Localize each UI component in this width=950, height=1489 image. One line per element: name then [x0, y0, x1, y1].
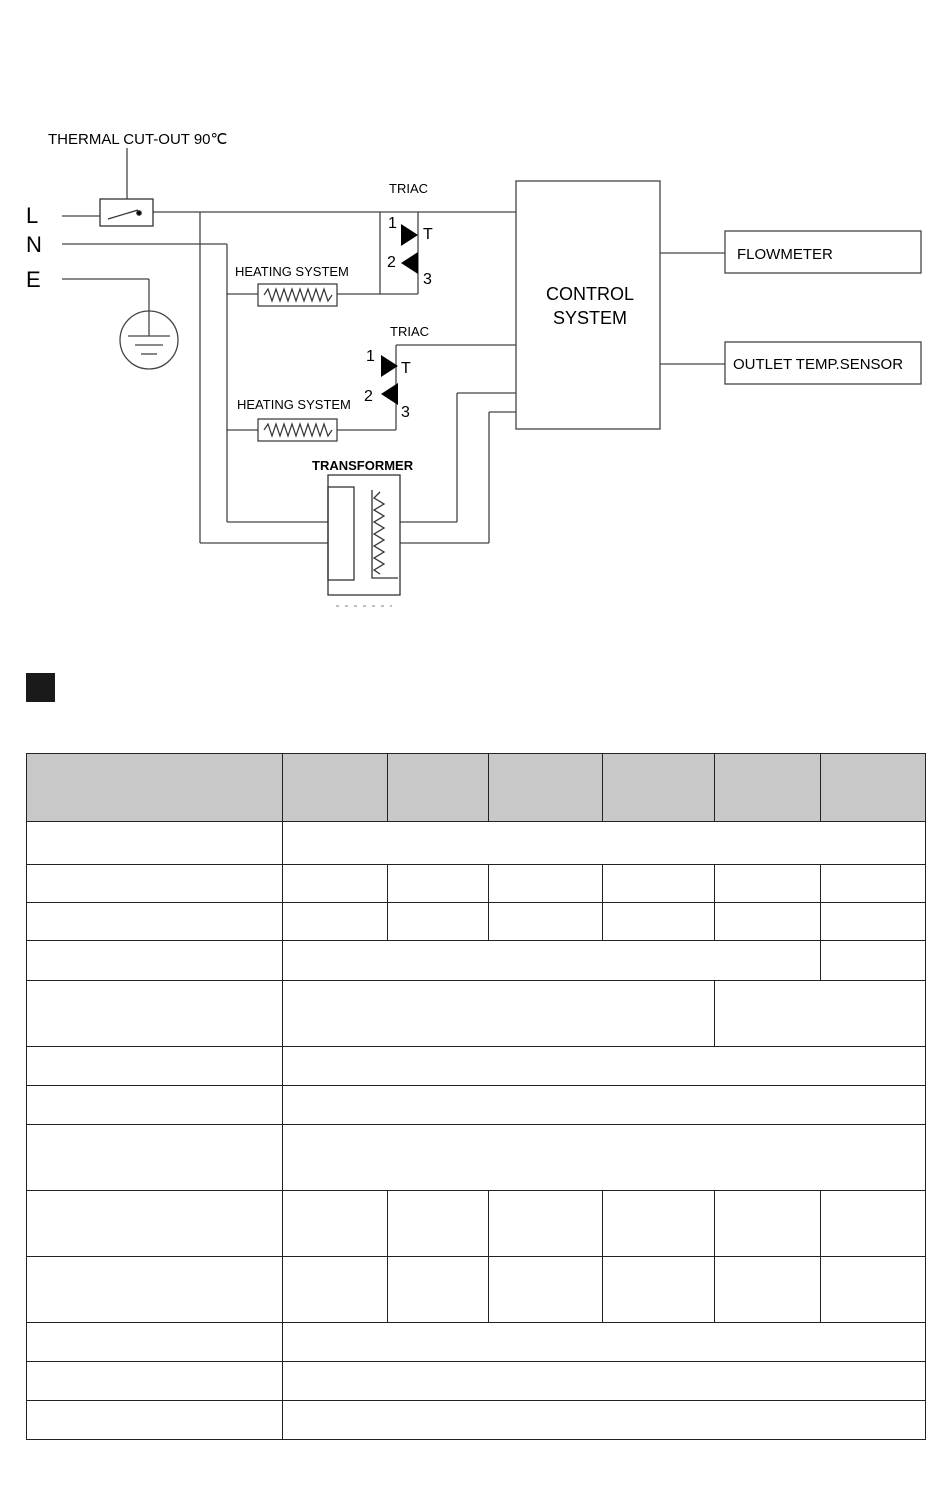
- table-cell: [388, 903, 489, 941]
- table-cell: [283, 1362, 926, 1401]
- table-cell: [715, 754, 821, 822]
- table-cell: [283, 1401, 926, 1440]
- heating-element-top: [258, 284, 337, 306]
- earth-label: E: [26, 267, 41, 292]
- triac-bottom-label: TRIAC: [390, 324, 429, 339]
- transformer-label: TRANSFORMER: [312, 458, 414, 473]
- table-row: [27, 1047, 926, 1086]
- table-row: [27, 1362, 926, 1401]
- thermal-cutout-switch: [100, 199, 153, 226]
- table-row: [27, 822, 926, 865]
- control-system-line1: CONTROL: [545, 284, 635, 304]
- table-cell: [283, 1323, 926, 1362]
- table-cell: [27, 822, 283, 865]
- flowmeter-label: FLOWMETER: [737, 246, 833, 263]
- table-cell: [821, 941, 926, 981]
- table-cell: [283, 1257, 388, 1323]
- neutral-label: N: [26, 232, 42, 257]
- table-row: [27, 941, 926, 981]
- control-system-line2: SYSTEM: [552, 308, 628, 328]
- table-row: [27, 1191, 926, 1257]
- table-cell: [27, 981, 283, 1047]
- table-cell: [283, 865, 388, 903]
- table-row: [27, 1257, 926, 1323]
- triac-top-pin3: 3: [423, 271, 432, 288]
- line-label: L: [26, 203, 39, 228]
- table-cell: [27, 941, 283, 981]
- table-cell: [489, 903, 603, 941]
- heating-element-bottom: [258, 419, 337, 441]
- triac-bottom-pin1: 1: [366, 348, 375, 365]
- table-cell: [27, 1323, 283, 1362]
- table-cell: [603, 1257, 715, 1323]
- table-row: [27, 1401, 926, 1440]
- outlet-sensor-label: OUTLET TEMP.SENSOR: [733, 356, 904, 373]
- table-cell: [489, 754, 603, 822]
- table-cell: [27, 1257, 283, 1323]
- table-row: [27, 1125, 926, 1191]
- triac-bottom-gate: T: [401, 360, 411, 377]
- table-cell: [603, 1191, 715, 1257]
- table-cell: [27, 1125, 283, 1191]
- heating-bottom-label: HEATING SYSTEM: [237, 397, 351, 412]
- table-cell: [283, 1086, 926, 1125]
- table-cell: [27, 754, 283, 822]
- table-cell: [715, 1257, 821, 1323]
- table-cell: [715, 865, 821, 903]
- table-cell: [388, 754, 489, 822]
- table-cell: [821, 903, 926, 941]
- table-cell: [283, 754, 388, 822]
- table-cell: [27, 1401, 283, 1440]
- table-cell: [283, 981, 715, 1047]
- table-cell: [388, 1191, 489, 1257]
- table-cell: [821, 1191, 926, 1257]
- table-cell: [27, 865, 283, 903]
- transformer-symbol: [328, 475, 400, 606]
- table-cell: [283, 1125, 926, 1191]
- triac-top-pin1: 1: [388, 215, 397, 232]
- table-cell: [715, 981, 926, 1047]
- table-cell: [603, 754, 715, 822]
- table-cell: [27, 1086, 283, 1125]
- triac-top-gate: T: [423, 226, 433, 243]
- table-cell: [489, 1191, 603, 1257]
- table-row: [27, 1323, 926, 1362]
- table-cell: [603, 865, 715, 903]
- table-cell: [283, 1047, 926, 1086]
- wiring-diagram: [0, 0, 950, 640]
- thermal-cutout-label: THERMAL CUT-OUT 90℃: [48, 131, 228, 148]
- table-cell: [715, 903, 821, 941]
- control-system-box: [516, 181, 660, 429]
- specification-table: [26, 753, 926, 1440]
- table-cell: [821, 865, 926, 903]
- table-cell: [489, 1257, 603, 1323]
- earth-ground-icon: [120, 310, 178, 369]
- table-row: [27, 903, 926, 941]
- table-cell: [27, 903, 283, 941]
- table-row: [27, 981, 926, 1047]
- triac-top-label: TRIAC: [389, 181, 428, 196]
- triac-bottom-pin2: 2: [364, 388, 373, 405]
- triac-top-symbol: [401, 224, 418, 274]
- table-cell: [27, 1047, 283, 1086]
- table-row: [27, 1086, 926, 1125]
- table-cell: [283, 822, 926, 865]
- table-header-row: [27, 754, 926, 822]
- table-cell: [283, 903, 388, 941]
- table-cell: [715, 1191, 821, 1257]
- table-cell: [388, 865, 489, 903]
- table-cell: [27, 1191, 283, 1257]
- table-cell: [388, 1257, 489, 1323]
- triac-bottom-pin3: 3: [401, 404, 410, 421]
- section-marker: [26, 673, 55, 702]
- table-cell: [821, 754, 926, 822]
- table-cell: [283, 1191, 388, 1257]
- table-row: [27, 865, 926, 903]
- table-cell: [27, 1362, 283, 1401]
- table-cell: [821, 1257, 926, 1323]
- table-cell: [283, 941, 821, 981]
- table-cell: [603, 903, 715, 941]
- triac-top-pin2: 2: [387, 254, 396, 271]
- table-cell: [489, 865, 603, 903]
- heating-top-label: HEATING SYSTEM: [235, 264, 349, 279]
